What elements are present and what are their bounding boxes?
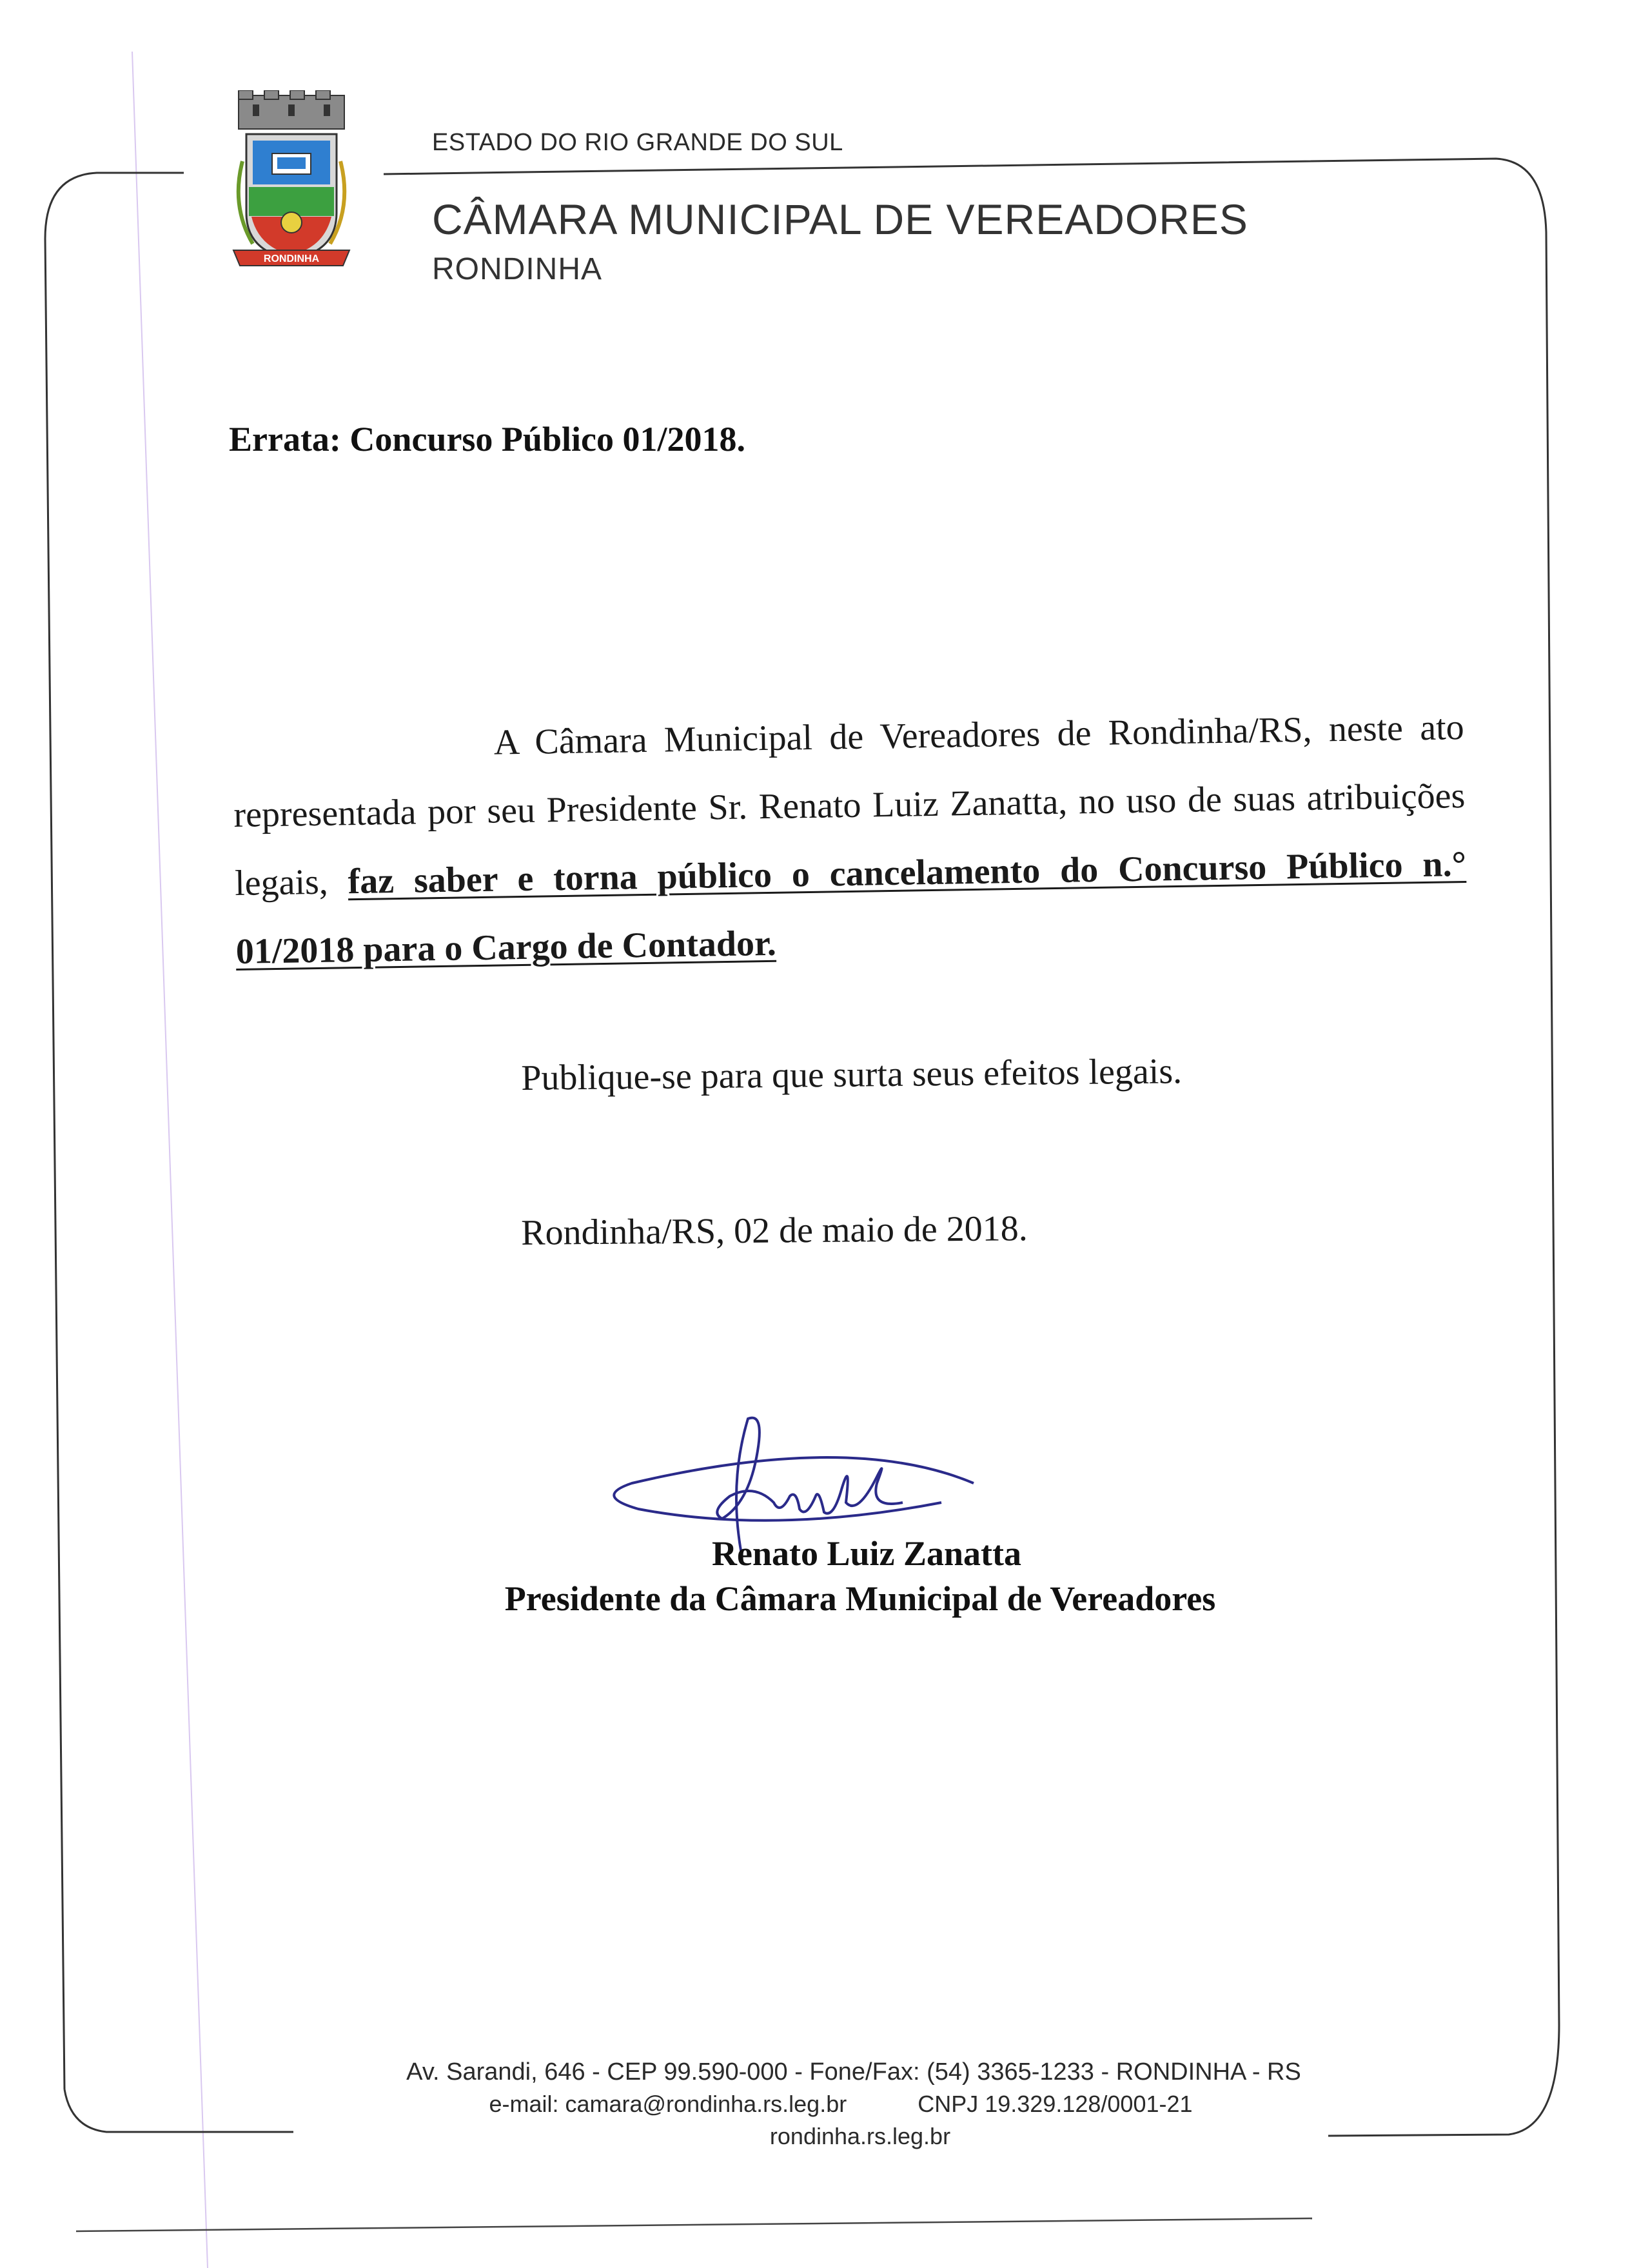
footer-cnpj: CNPJ 19.329.128/0001-21 xyxy=(918,2091,1193,2117)
footer-address: Av. Sarandi, 646 - CEP 99.590-000 - Fone/Fax: (54) 3365-1233 - RONDINHA - RS xyxy=(406,2058,1301,2086)
footer-contact xyxy=(26,2091,1630,2118)
date-line: Rondinha/RS, 02 de maio de 2018. xyxy=(521,1208,1028,1253)
document-title: Errata: Concurso Público 01/2018. xyxy=(229,420,745,459)
header-organization-name: CÂMARA MUNICIPAL DE VEREADORES xyxy=(432,195,1248,243)
header-city-name: RONDINHA xyxy=(432,252,603,286)
footer-website: rondinha.rs.leg.br xyxy=(769,2123,951,2149)
body-text: A Câmara Municipal de Vereadores de Rondinha/RS, neste ato representada por seu Presidente Sr. Renato Luiz Zanatta, no uso de suas atribuições legais, xyxy=(233,707,1466,903)
signatory-name: Renato Luiz Zanatta xyxy=(711,1534,1021,1573)
header-state-name: ESTADO DO RIO GRANDE DO SUL xyxy=(432,129,843,156)
signatory-role: Presidente da Câmara Municipal de Vereadores xyxy=(504,1579,1216,1618)
body-emphasis-text: faz saber e torna público o cancelamento do Concurso Público n.° 01/2018 para o Cargo de Contador. xyxy=(235,843,1467,972)
body-paragraph xyxy=(232,693,1468,986)
municipal-crest-logo xyxy=(227,90,356,284)
footer-email: e-mail: camara@rondinha.rs.leg.br xyxy=(489,2091,847,2117)
publish-statement: Publique-se para que surta seus efeitos legais. xyxy=(521,1051,1183,1098)
crest-banner-text: RONDINHA xyxy=(263,253,320,264)
